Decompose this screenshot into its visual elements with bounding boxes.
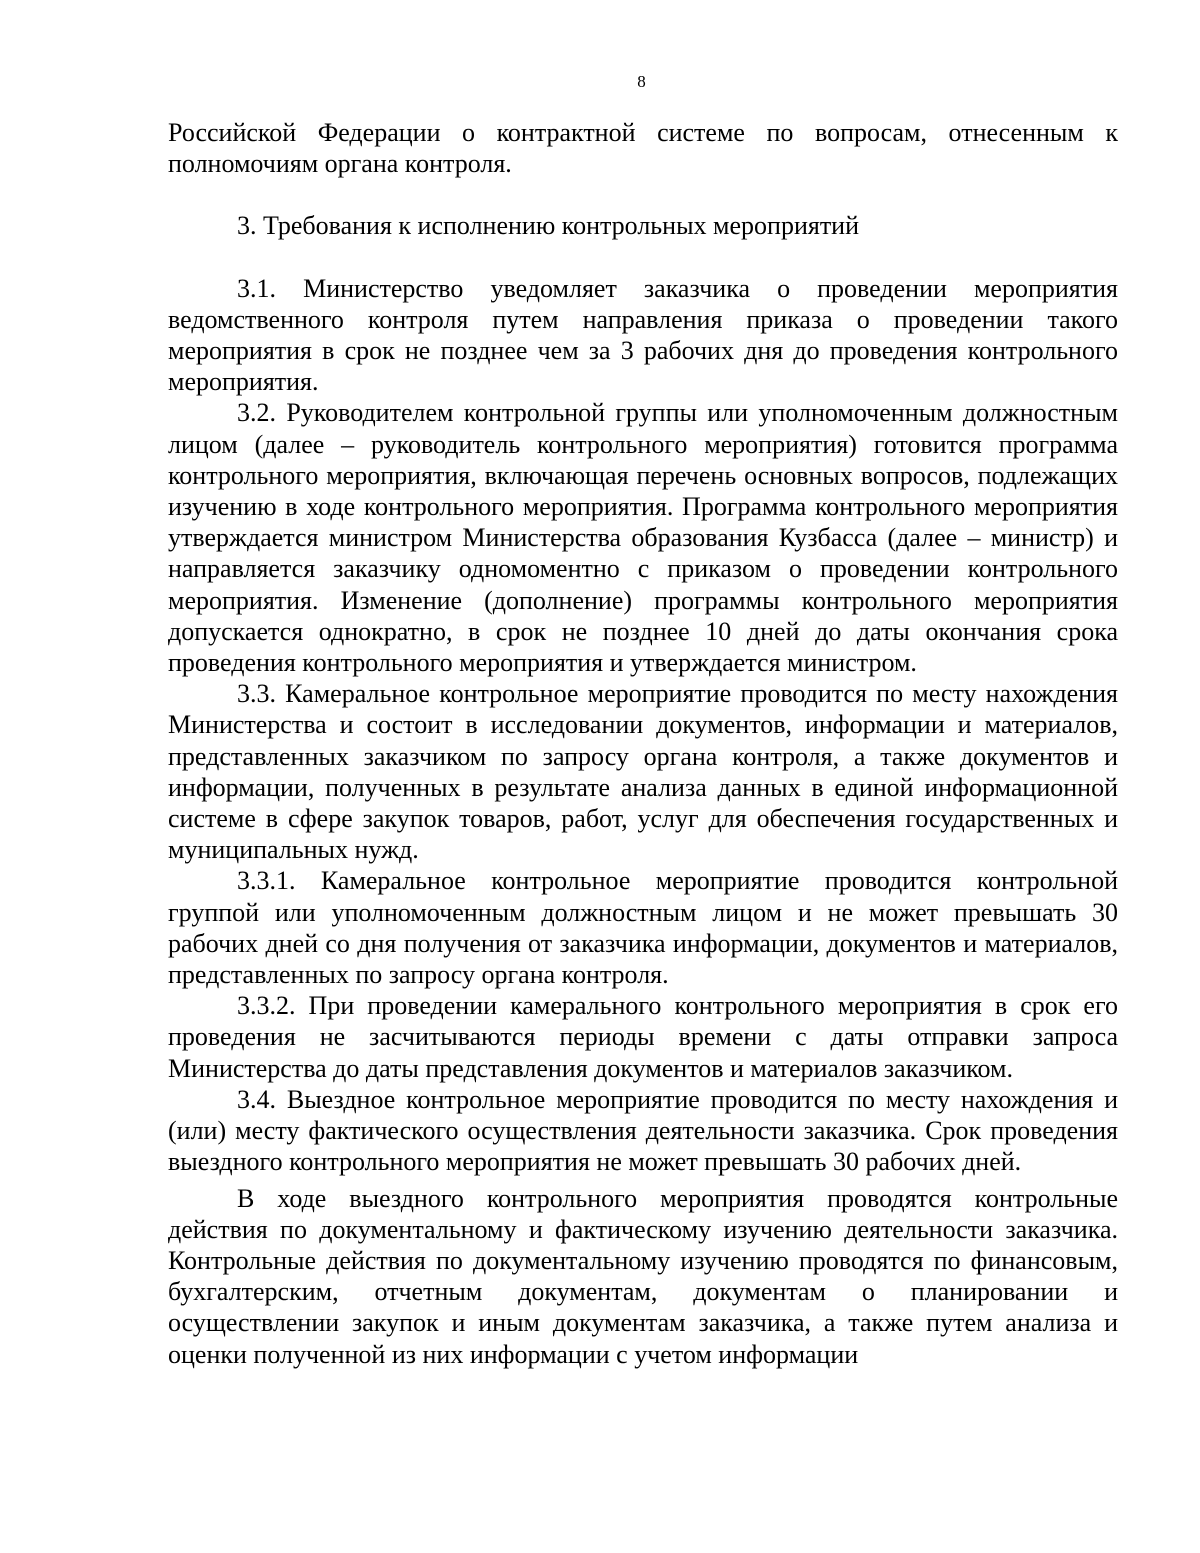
paragraph-3-3-2: 3.3.2. При проведении камерального контрольного мероприятия в срок его проведения не засчитываются периоды времени с даты отправки запроса Министерства до даты представления документов и материалов заказчиком. bbox=[168, 991, 1118, 1083]
paragraph-3-3: 3.3. Камеральное контрольное мероприятие проводится по месту нахождения Министерства и состоит в исследовании документов, информации и материалов, представленных заказчиком по запросу органа контроля, а также документов и информации, полученных в результате анализа данных в единой информационной системе в сфере закупок товаров, работ, услуг для обеспечения государственных и муниципальных нужд. bbox=[168, 679, 1118, 865]
paragraph-3-2: 3.2. Руководителем контрольной группы или уполномоченным должностным лицом (далее – руководитель контрольного мероприятия) готовится программа контрольного мероприятия, включающая перечень основных вопросов, подлежащих изучению в ходе контрольного мероприятия. Программа контрольного мероприятия утверждается министром Министерства образования Кузбасса (далее – министр) и направляется заказчику одномоментно с приказом о проведении контрольного мероприятия. Изменение (дополнение) программы контрольного мероприятия допускается однократно, в срок не позднее 10 дней до даты окончания срока проведения контрольного мероприятия и утверждается министром. bbox=[168, 398, 1118, 678]
paragraph-3-4: 3.4. Выездное контрольное мероприятие проводится по месту нахождения и (или) месту фактического осуществления деятельности заказчика. Срок проведения выездного контрольного мероприятия не может превышать 30 рабочих дней. bbox=[168, 1084, 1118, 1177]
document-body bbox=[168, 117, 1118, 1370]
paragraph-3-1: 3.1. Министерство уведомляет заказчика о проведении мероприятия ведомственного контроля путем направления приказа о проведении такого мероприятия в срок не позднее чем за 3 рабочих дня до проведения контрольного мероприятия. bbox=[168, 273, 1118, 397]
section-heading-3: 3. Требования к исполнению контрольных мероприятий bbox=[237, 211, 860, 241]
paragraph-3-3-1: 3.3.1. Камеральное контрольное мероприятие проводится контрольной группой или уполномоченным должностным лицом и не может превышать 30 рабочих дней со дня получения от заказчика информации, документов и материалов, представленных по запросу органа контроля. bbox=[168, 866, 1118, 990]
page-number: 8 bbox=[637, 72, 646, 91]
paragraph-3-4-continued: В ходе выездного контрольного мероприятия проводятся контрольные действия по документальному и фактическому изучению деятельности заказчика. Контрольные действия по документальному изучению проводятся по финансовым, бухгалтерским, отчетным документам, документам о планировании и осуществлении закупок и иным документам заказчика, а также путем анализа и оценки полученной из них информации с учетом информации bbox=[168, 1183, 1118, 1369]
paragraph-continuation: Российской Федерации о контрактной системе по вопросам, отнесенным к полномочиям органа контроля. bbox=[168, 118, 1118, 179]
